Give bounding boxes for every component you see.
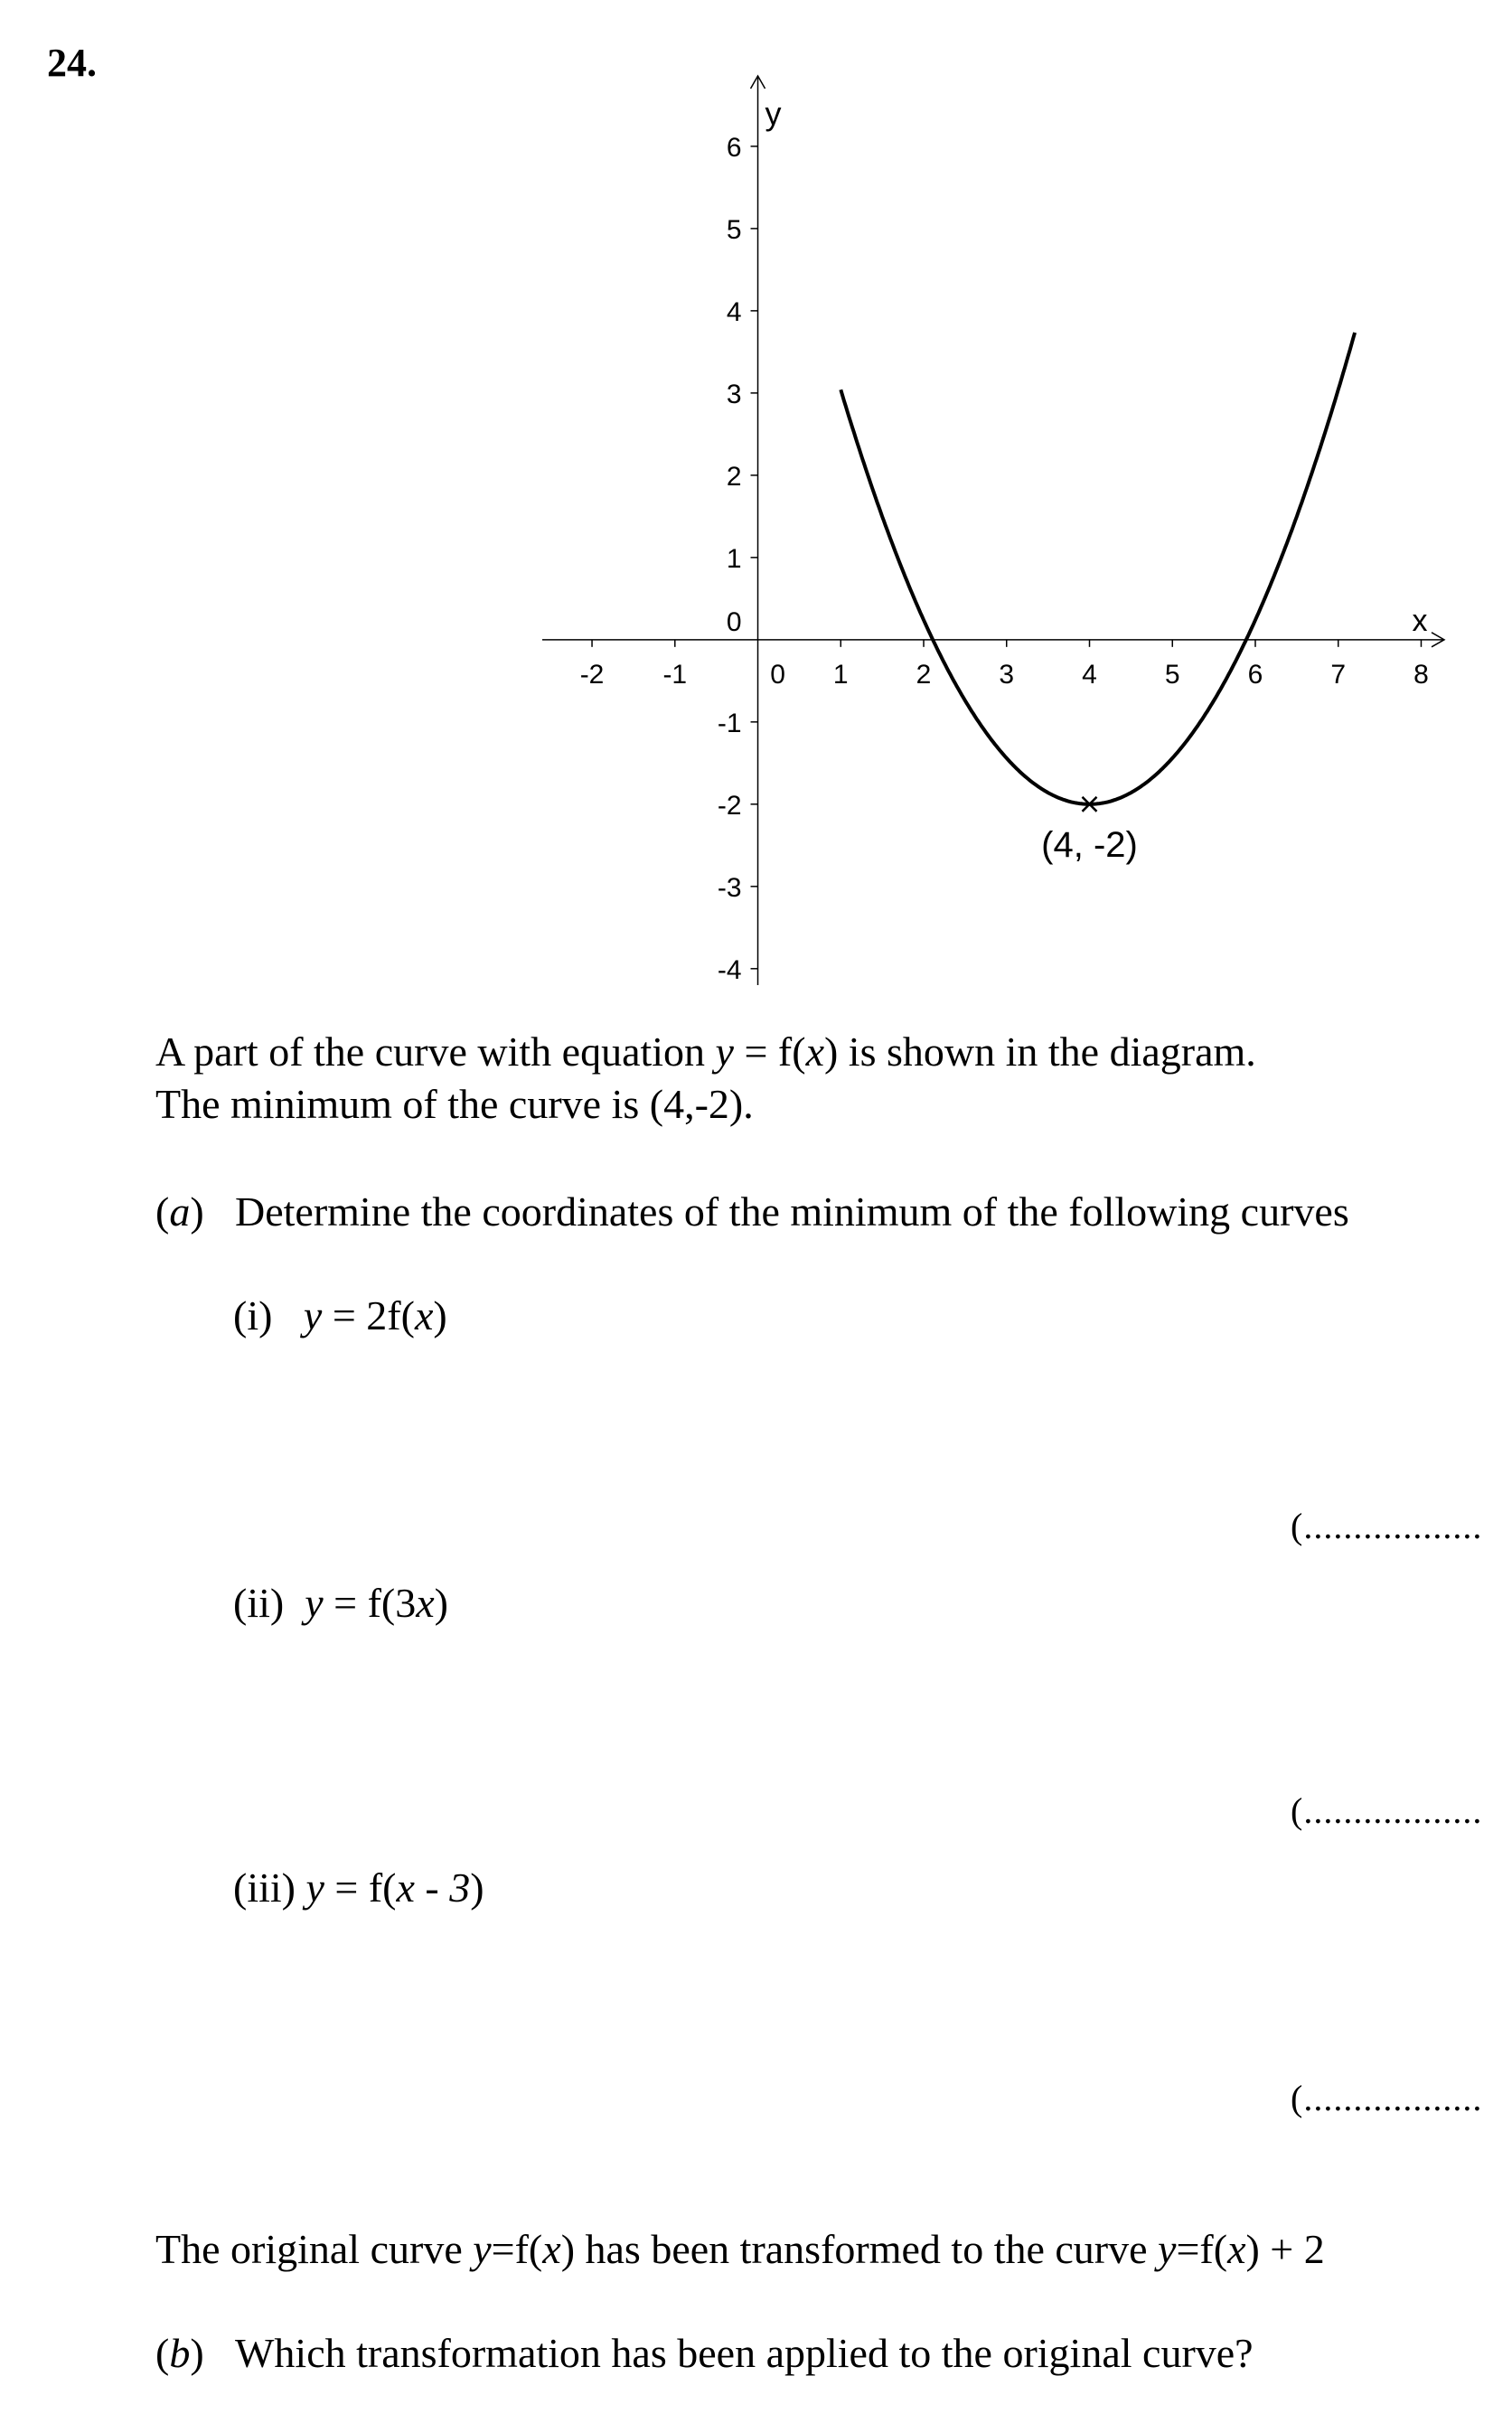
y-tick-label: -4 (717, 954, 742, 985)
part-b-label: (b) (155, 2330, 204, 2376)
part-a-label: (a) (155, 1188, 204, 1235)
y-axis-label: y (765, 95, 782, 132)
item-i-equation: (i) y = 2f(x) (233, 1292, 447, 1338)
y-tick-label: -3 (717, 872, 742, 903)
intro-line-2: The minimum of the curve is (4,-2). (155, 1081, 754, 1127)
part-b-question: Which transformation has been applied to the original curve? (235, 2330, 1254, 2376)
y-tick-label: 3 (726, 379, 742, 409)
part-a-question: Determine the coordinates of the minimum of the following curves (235, 1188, 1349, 1235)
y-tick-labels (718, 133, 742, 985)
question-number: 24. (47, 41, 97, 85)
y-tick-label: 6 (726, 132, 742, 163)
x-tick-label: 6 (1247, 659, 1263, 690)
item-ii-equation: (ii) y = f(3x) (233, 1580, 448, 1626)
x-tick-label: 8 (1413, 659, 1429, 690)
parabola-curve (841, 333, 1355, 804)
x-tick-label: -1 (662, 659, 688, 690)
axes (542, 76, 1444, 985)
x-tick-label: 0 (770, 659, 785, 690)
x-tick-labels (580, 660, 1429, 690)
y-tick-label: 5 (726, 214, 742, 245)
item-iii-equation: (iii) y = f(x - 3) (233, 1864, 484, 1911)
x-tick-label: -2 (579, 659, 605, 690)
x-tick-label: 5 (1164, 659, 1180, 690)
x-tick-label: 3 (999, 659, 1015, 690)
item-ii-answer-line[interactable]: (.................. (1291, 1790, 1483, 1831)
x-tick-label: 1 (832, 659, 849, 690)
item-iii-answer-line[interactable]: (.................. (1291, 2078, 1483, 2118)
y-tick-label: -2 (717, 790, 742, 821)
minimum-point-label: (4, -2) (1041, 824, 1138, 865)
y-tick-label: 4 (726, 296, 742, 327)
x-tick-label: 4 (1082, 659, 1097, 690)
x-axis-label: x (1412, 603, 1428, 638)
y-tick-label: -1 (717, 708, 742, 738)
y-tick-label: 0 (726, 606, 742, 637)
intro-line-1: A part of the curve with equation y = f(x) is shown in the diagram. (155, 1028, 1256, 1075)
item-i-answer-line[interactable]: (.................. (1291, 1506, 1483, 1546)
y-tick-label: 1 (726, 543, 742, 574)
y-tick-label: 2 (726, 461, 742, 492)
x-tick-label: 2 (916, 659, 932, 690)
function-graph (542, 72, 1446, 985)
tick-marks (592, 146, 1421, 969)
x-tick-label: 7 (1330, 659, 1347, 690)
transformation-statement: The original curve y=f(x) has been transformed to the curve y=f(x) + 2 (155, 2226, 1325, 2272)
